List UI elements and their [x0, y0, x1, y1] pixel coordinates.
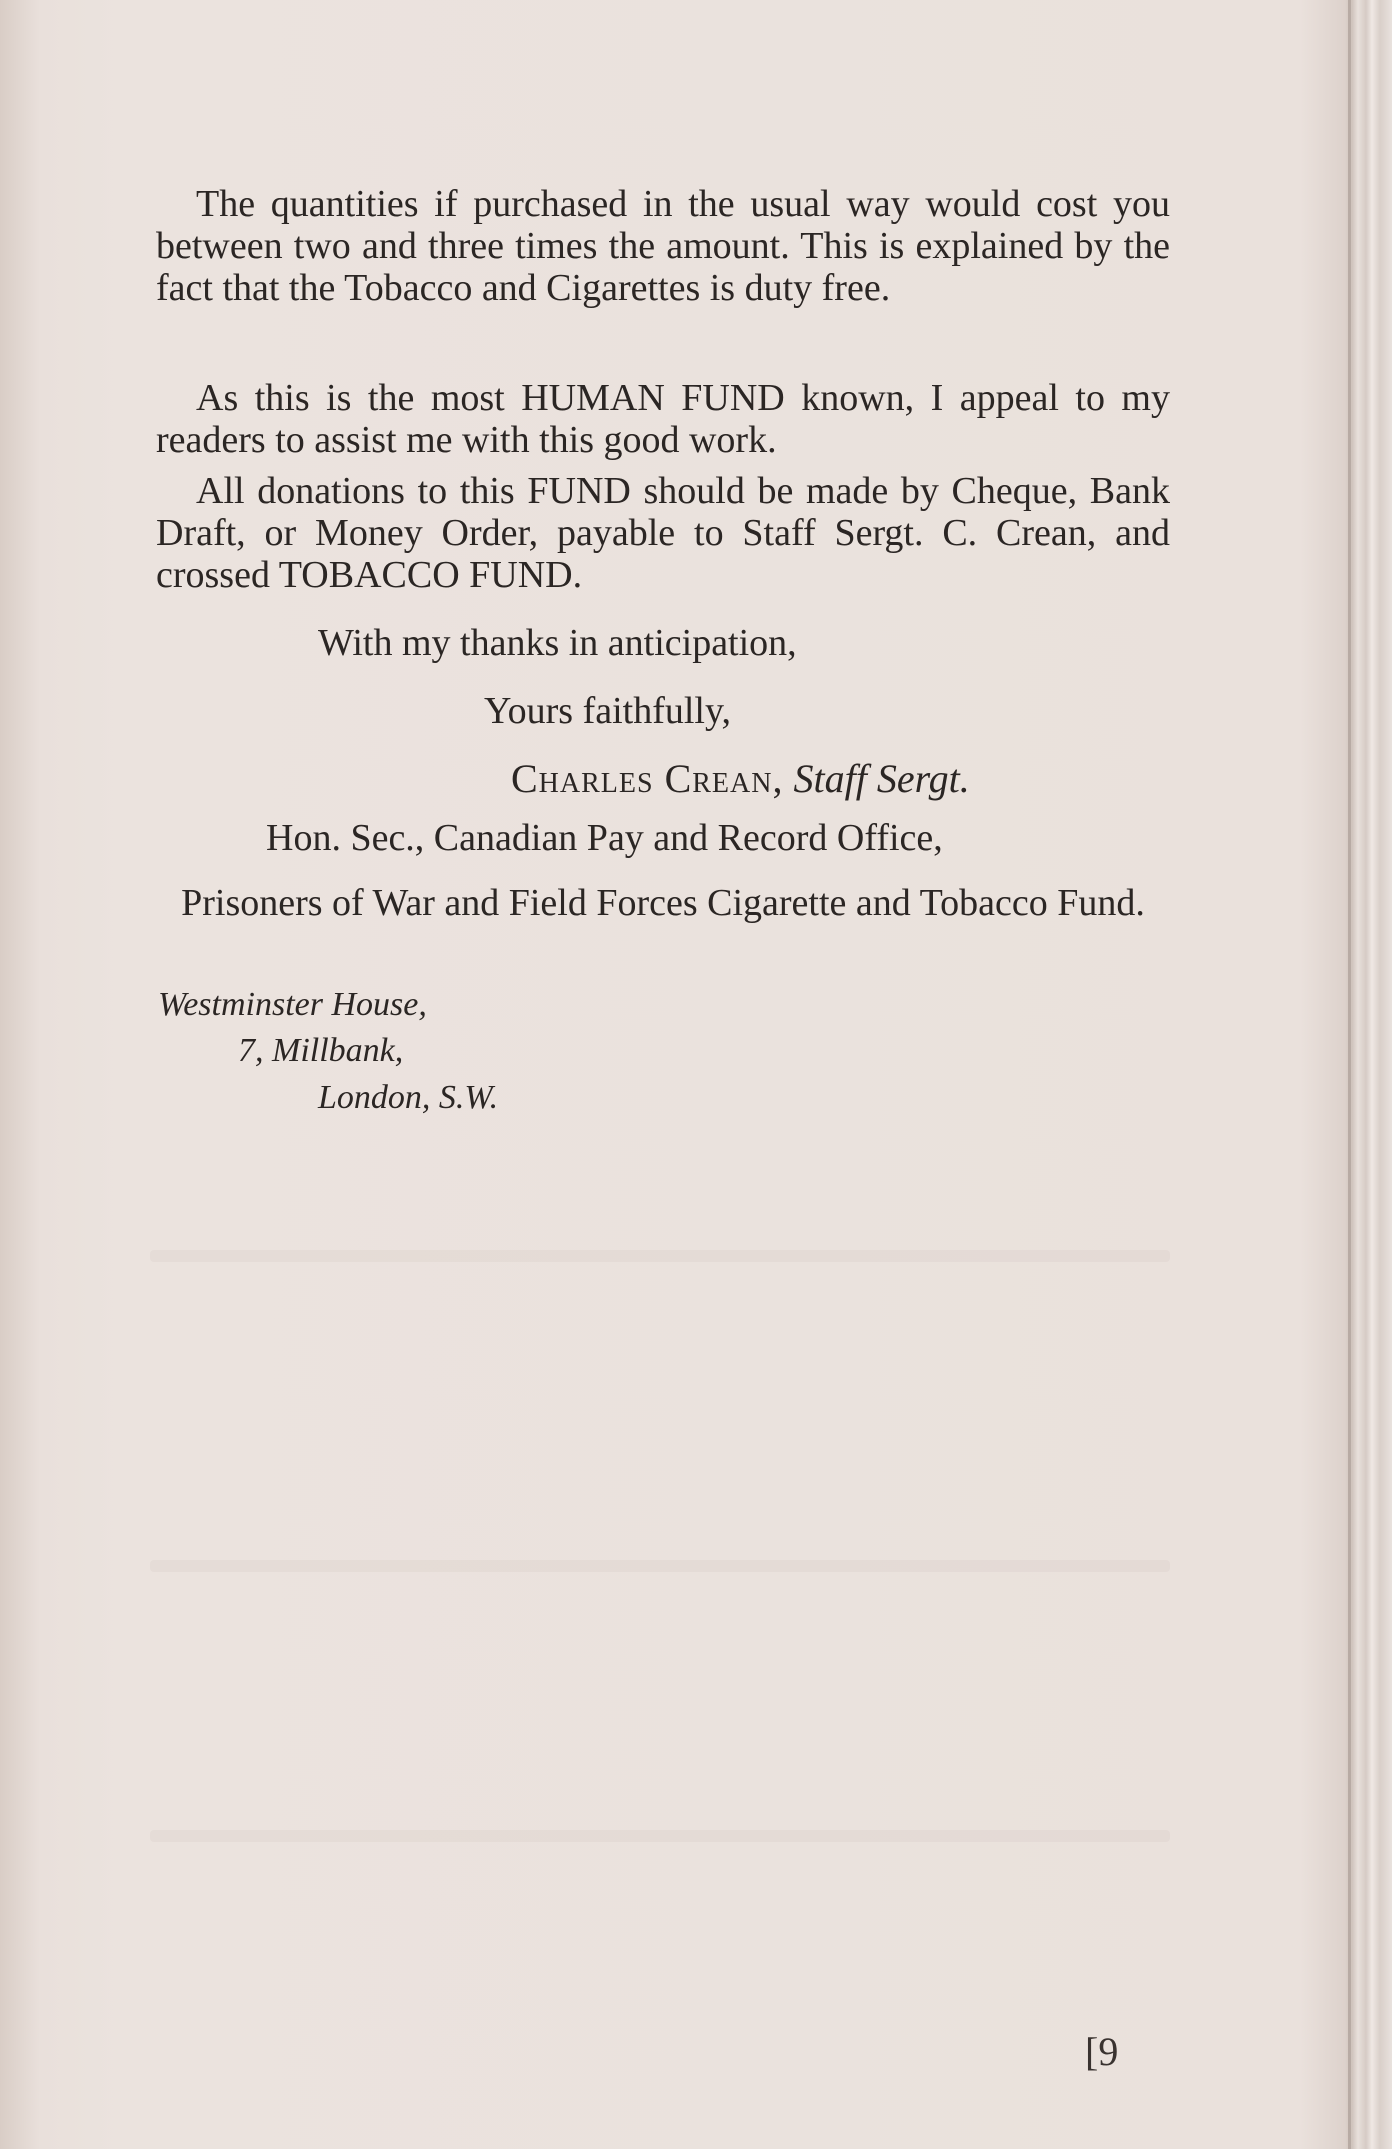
signature — [511, 758, 970, 800]
address-line-1: Westminster House, — [158, 986, 427, 1023]
paragraph-donations: All donations to this FUND should be made by Cheque, Bank Draft, or Money Order, payable to Staff Sergt. C. Crean, and crossed TOBACCO FUND. — [156, 470, 1170, 596]
bleed-through-shadow — [150, 1560, 1170, 1572]
book-spine-edge — [1348, 0, 1351, 2149]
bleed-through-shadow — [150, 1830, 1170, 1842]
paragraph-quantities: The quantities if purchased in the usual way would cost you between two and three times the amount. This is explained by the fact that the Tobacco and Cigarettes is duty free. — [156, 183, 1170, 309]
address-line-3: London, S.W. — [318, 1079, 499, 1116]
closing-line: With my thanks in anticipation, — [318, 622, 797, 664]
page-number: [9 — [1085, 2029, 1119, 2074]
address-line-2: 7, Millbank, — [238, 1032, 404, 1069]
signatory-title: Hon. Sec., Canadian Pay and Record Office, — [266, 817, 943, 859]
bleed-through-shadow — [150, 1250, 1170, 1262]
valediction: Yours faithfully, — [484, 690, 732, 732]
signature-name: Charles Crean, — [511, 756, 784, 801]
fund-name: Prisoners of War and Field Forces Cigarette and Tobacco Fund. — [181, 882, 1145, 924]
signature-rank: Staff Sergt. — [793, 756, 970, 801]
paragraph-appeal: As this is the most HUMAN FUND known, I appeal to my readers to assist me with this good work. — [156, 377, 1170, 461]
